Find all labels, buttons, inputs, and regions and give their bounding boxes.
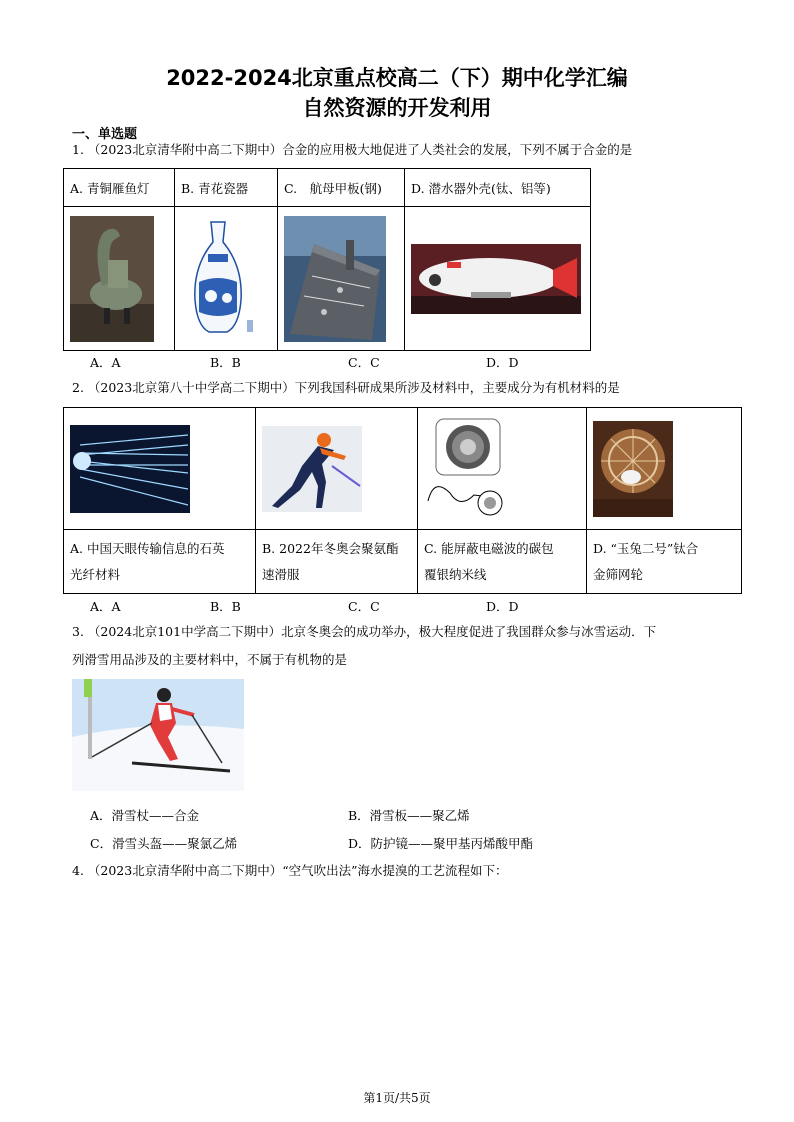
- q1-option-d[interactable]: D．D: [486, 355, 519, 370]
- q1-header-b: B. 青花瓷器: [175, 169, 278, 207]
- q1-header-c: C. 航母甲板(钢): [278, 169, 405, 207]
- page-title: 2022-2024北京重点校高二（下）期中化学汇编: [166, 66, 628, 90]
- q1-image-cell-d: [405, 207, 591, 351]
- q1-image-cell-c: [278, 207, 405, 351]
- q2-label-cell-d: [587, 530, 742, 594]
- blue-white-vase-image: [181, 216, 255, 342]
- skier-image: [72, 679, 244, 791]
- q2-image-cell-c: [418, 408, 587, 530]
- q1-header-d: D. 潜水器外壳(钛、铝等): [405, 169, 591, 207]
- q2-option-b[interactable]: B．B: [210, 599, 241, 614]
- q2-label-d-line1: D. “玉兔二号”钛合: [593, 540, 699, 556]
- q3-option-c[interactable]: C．滑雪头盔——聚氯乙烯: [90, 836, 238, 851]
- q3-option-b[interactable]: B．滑雪板——聚乙烯: [348, 808, 470, 823]
- q1-image-cell-a: [64, 207, 175, 351]
- q2-option-c[interactable]: C．C: [348, 599, 380, 614]
- submersible-image: [411, 244, 581, 314]
- page-subtitle: 自然资源的开发利用: [302, 96, 492, 120]
- question-1-table: [63, 168, 591, 351]
- bronze-goose-lamp-image: [70, 216, 154, 342]
- q2-label-c-line1: C. 能屏蔽电磁波的碳包: [424, 540, 554, 556]
- q2-image-cell-b: [256, 408, 418, 530]
- q2-image-cell-a: [64, 408, 256, 530]
- q2-label-b-line2: 速滑服: [262, 566, 300, 582]
- q2-label-c-line2: 覆银纳米线: [424, 566, 487, 582]
- q1-option-c[interactable]: C．C: [348, 355, 380, 370]
- question-2-stem: 2. （2023北京第八十中学高二下期中）下列我国科研成果所涉及材料中，主要成分为有机材料的是: [72, 380, 620, 395]
- q2-image-cell-d: [587, 408, 742, 530]
- speed-skater-image: [262, 426, 362, 512]
- q2-option-d[interactable]: D．D: [486, 599, 519, 614]
- question-3-stem-line1: 3. （2024北京101中学高二下期中）北京冬奥会的成功举办，极大程度促进了我国群众参与冰雪运动．下: [72, 624, 657, 639]
- q2-label-cell-c: [418, 530, 587, 594]
- q1-option-b[interactable]: B．B: [210, 355, 241, 370]
- q3-option-d[interactable]: D．防护镜——聚甲基丙烯酸甲酯: [348, 836, 534, 851]
- question-2-table: [63, 407, 742, 594]
- aircraft-carrier-image: [284, 216, 386, 342]
- question-4-stem: 4. （2023北京清华附中高二下期中）“空气吹出法”海水提溴的工艺流程如下：: [72, 863, 508, 878]
- q2-label-d-line2: 金筛网轮: [593, 566, 644, 582]
- nanowire-diagram-image: [424, 417, 504, 521]
- page-footer: 第1页/共5页: [363, 1091, 431, 1105]
- question-3-stem-line2: 列滑雪用品涉及的主要材料中，不属于有机物的是: [72, 652, 348, 667]
- q2-label-a-line2: 光纤材料: [70, 566, 121, 582]
- q2-label-cell-a: [64, 530, 256, 594]
- q2-label-cell-b: [256, 530, 418, 594]
- optical-fiber-image: [70, 425, 190, 513]
- q3-option-a[interactable]: A．滑雪杖——合金: [90, 808, 200, 823]
- q1-header-a: A. 青铜雁鱼灯: [64, 169, 175, 207]
- lunar-rover-wheel-image: [593, 421, 673, 517]
- q2-option-a[interactable]: A．A: [90, 599, 121, 614]
- q2-label-a-line1: A. 中国天眼传输信息的石英: [70, 540, 225, 556]
- q1-image-cell-b: [175, 207, 278, 351]
- question-1-stem: 1. （2023北京清华附中高二下期中）合金的应用极大地促进了人类社会的发展，下列不属于合金的是: [72, 142, 633, 157]
- q2-label-b-line1: B. 2022年冬奥会聚氨酯: [262, 540, 399, 556]
- q1-option-a[interactable]: A．A: [90, 355, 121, 370]
- section-heading: 一、单选题: [72, 127, 138, 142]
